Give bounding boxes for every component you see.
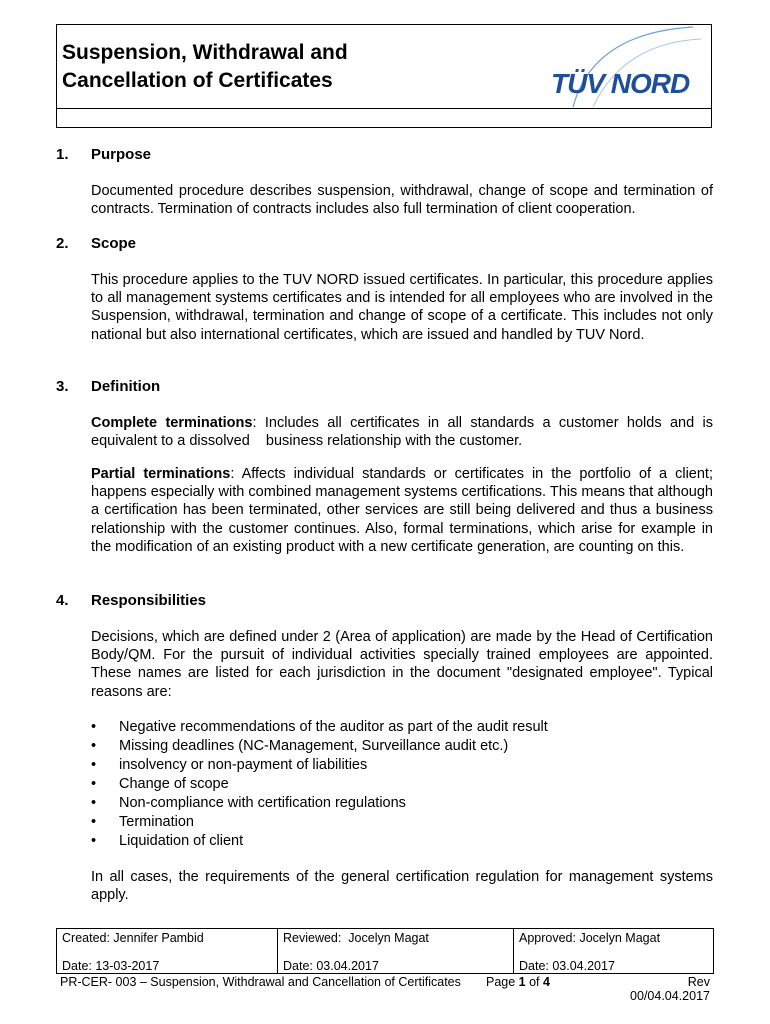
- section-number: 4.: [56, 592, 69, 609]
- list-item: • Liquidation of client: [91, 832, 548, 851]
- document-header: [56, 24, 712, 128]
- partial-terminations-term: Partial terminations: [91, 466, 231, 482]
- section-title: Responsibilities: [91, 592, 207, 609]
- page-number: Page 1 of 4: [486, 975, 550, 989]
- partial-terminations-desc: : Affects individual standards or certificates in the portfolio of a client; happens especially with combined management systems certifications. This means that although a certification has been terminated, other services are still being delivered and thus a business relationship with the customer continues. Also, formal terminations, which arise for example in the modification of an existing product with a new certificate generation, are counting on this.: [91, 466, 713, 555]
- created-cell: [57, 929, 278, 973]
- partial-terminations-text: [91, 465, 713, 556]
- created-by: Created: Jennifer Pambid: [62, 931, 204, 945]
- tuv-nord-logo: [551, 65, 691, 104]
- document-title: [62, 39, 348, 95]
- section-title: Purpose: [91, 146, 152, 163]
- list-item: • insolvency or non-payment of liabilities: [91, 756, 548, 775]
- list-item: • Non-compliance with certification regulations: [91, 794, 548, 813]
- complete-terminations-text: [91, 414, 718, 450]
- section-number: 3.: [56, 378, 69, 395]
- section-title: Scope: [91, 235, 137, 252]
- section-number: 2.: [56, 235, 69, 252]
- reasons-list: [91, 718, 548, 851]
- logo-text: TÜV NORD: [551, 68, 690, 99]
- scope-text: This procedure applies to the TUV NORD issued certificates. In particular, this procedure applies to all management systems certificates and is intended for all employees who are involved in the Suspension, withdrawal, termination and change of scope of a certificate. This includes not only national but also international certificates, which are issued and handled by TUV Nord.: [91, 272, 713, 343]
- reviewed-cell: [278, 929, 514, 973]
- complete-terminations-desc: : Includes all certificates in all standards a customer holds and is equivalent to a dissolved business relationship with the customer.: [91, 415, 718, 450]
- list-item: • Missing deadlines (NC-Management, Surveillance audit etc.): [91, 737, 548, 756]
- title-line-2: Cancellation of Certificates: [62, 69, 333, 92]
- reviewed-date: Date: 03.04.2017: [283, 959, 379, 973]
- approved-date: Date: 03.04.2017: [519, 959, 615, 973]
- purpose-text: Documented procedure describes suspension, withdrawal, change of scope and termination of contracts. Termination of contracts includes also full termination of client cooperation.: [91, 183, 713, 218]
- title-line-1: Suspension, Withdrawal and: [62, 41, 348, 64]
- approved-by: Approved: Jocelyn Magat: [519, 931, 661, 945]
- header-divider: [57, 108, 711, 109]
- revision: Rev 00/04.04.2017: [630, 975, 710, 1003]
- approved-cell: [514, 929, 713, 973]
- complete-terminations-term: Complete terminations: [91, 415, 253, 431]
- created-date: Date: 13-03-2017: [62, 959, 160, 973]
- section-number: 1.: [56, 146, 69, 163]
- list-item: • Termination: [91, 813, 548, 832]
- list-item: • Negative recommendations of the auditor as part of the audit result: [91, 718, 548, 737]
- approval-table: [56, 928, 714, 974]
- reviewed-by: Reviewed: Jocelyn Magat: [283, 931, 429, 945]
- responsibilities-intro: Decisions, which are defined under 2 (Area of application) are made by the Head of Certification Body/QM. For the pursuit of individual activities specially trained employees are appointed. These names are listed for each jurisdiction in the document "designated employee". Typical reasons are:: [91, 629, 713, 700]
- section-title: Definition: [91, 378, 161, 395]
- list-item: • Change of scope: [91, 775, 548, 794]
- closing-text: In all cases, the requirements of the general certification regulation for management systems apply.: [91, 869, 713, 904]
- document-reference: PR-CER- 003 – Suspension, Withdrawal and Cancellation of Certificates: [60, 975, 461, 989]
- page-footer: [60, 975, 710, 1003]
